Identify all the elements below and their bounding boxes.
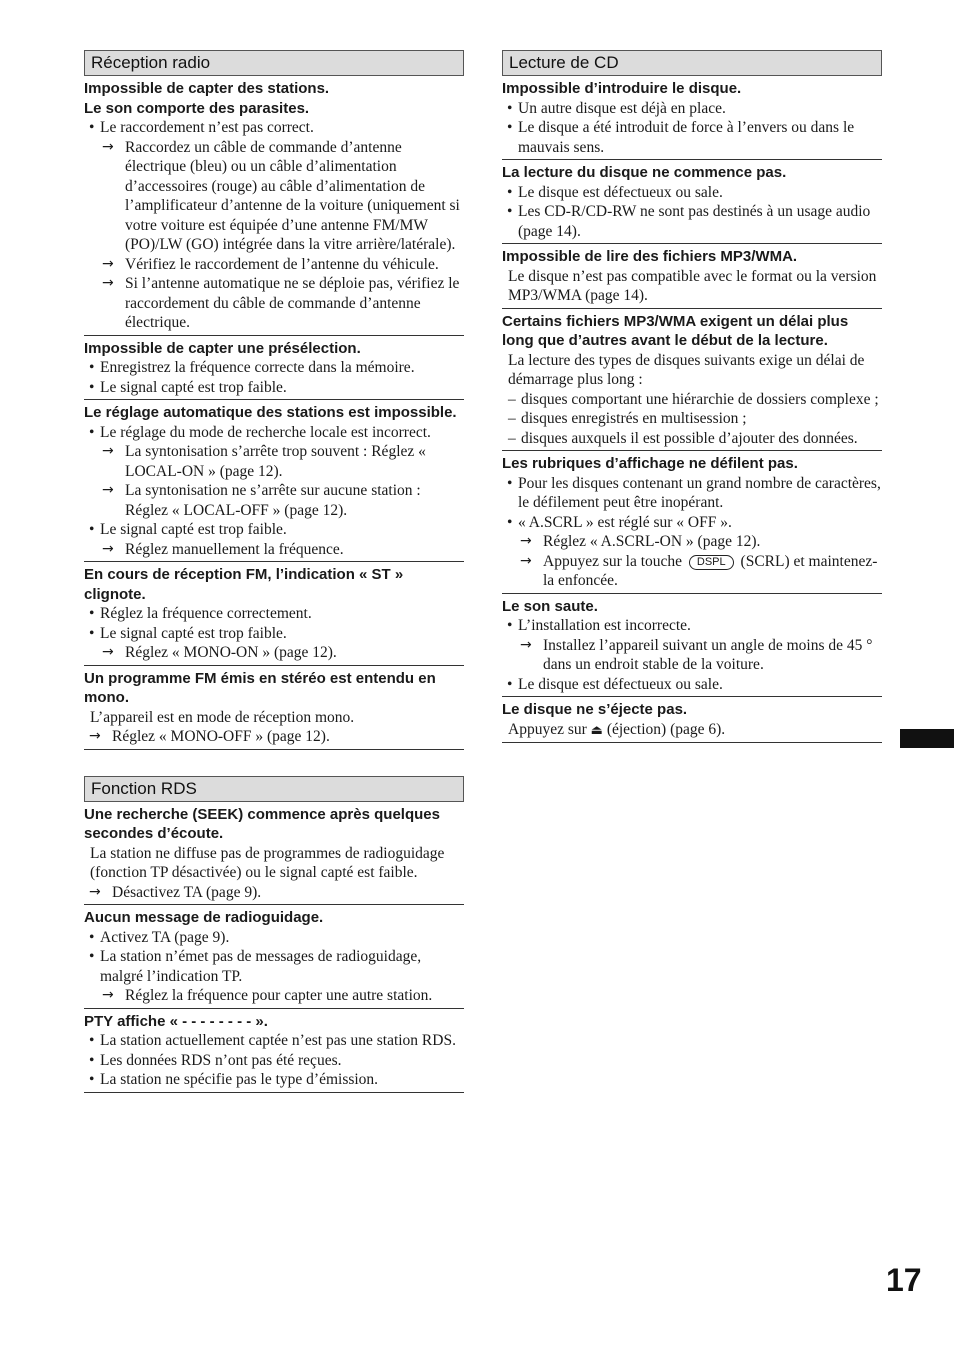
remedy-text-end: (SCRL) et maintenez-la enfoncée. — [543, 552, 878, 589]
eject-icon: ⏏ — [590, 722, 603, 738]
problem-heading: Aucun message de radioguidage. — [84, 909, 324, 926]
body-text: La lecture des types de disques suivants exige un délai de démarrage plus long : — [508, 351, 865, 388]
trouble-item — [502, 594, 882, 698]
dspl-key-icon: DSPL — [689, 555, 734, 570]
remedy-text: → La syntonisation ne s’arrête sur aucune station : Réglez « LOCAL-OFF » (page 12). — [84, 481, 464, 520]
problem-heading: Le son saute. — [502, 597, 598, 615]
bullet-text: • Les CD-R/CD-RW ne sont pas destinés à un usage audio (page 14). — [502, 202, 882, 241]
problem-heading: En cours de réception FM, l’indication « ST » clignote. — [84, 566, 404, 603]
remedy-text: → Réglez « MONO-ON » (page 12). — [84, 643, 464, 663]
trouble-item — [502, 309, 882, 452]
section-header-reception: Réception radio — [84, 50, 464, 76]
bullet-text: • Les données RDS n’ont pas été reçues. — [84, 1051, 464, 1071]
trouble-item — [84, 905, 464, 1009]
bullet-text: • Le signal capté est trop faible. — [84, 520, 464, 540]
trouble-item — [84, 562, 464, 666]
bullet-text: • L’installation est incorrecte. — [502, 616, 882, 636]
problem-heading: Certains fichiers MP3/WMA exigent un délai plus long que d’autres avant le début de la lecture. — [502, 312, 849, 349]
remedy-text: → Raccordez un câble de commande d’antenne électrique (bleu) ou un câble d’alimentation d’accessoires (rouge) au câble d’alimentation de l’amplificateur d’antenne de la voiture (uniquement si votre voiture est équipée d’une antenne FM/MW (PO)/LW (GO) intégrée dans la vitre arrière/latérale). — [84, 138, 464, 255]
remedy-text: → Réglez « MONO-OFF » (page 12). — [84, 727, 464, 747]
trouble-item — [502, 244, 882, 309]
bullet-text: • Le disque est défectueux ou sale. — [502, 183, 882, 203]
remedy-text: → Si l’antenne automatique ne se déploie pas, vérifiez le raccordement du câble de commande d’antenne électrique. — [84, 274, 464, 333]
section-header-cd: Lecture de CD — [502, 50, 882, 76]
body-text-end: (éjection) (page 6). — [606, 720, 726, 738]
body-text — [502, 720, 882, 741]
remedy-text: → Réglez « A.SCRL-ON » (page 12). — [502, 532, 882, 552]
trouble-item — [84, 802, 464, 906]
remedy-text: → La syntonisation s’arrête trop souvent : Réglez « LOCAL-ON » (page 12). — [84, 442, 464, 481]
trouble-item — [84, 76, 464, 336]
bullet-text: • Le signal capté est trop faible. — [84, 624, 464, 644]
bullet-text: • La station n’émet pas de messages de radioguidage, malgré l’indication TP. — [84, 947, 464, 986]
remedy-text: → Installez l’appareil suivant un angle de moins de 45 ° dans un endroit stable de la voiture. — [502, 636, 882, 675]
page-number: 17 — [886, 1262, 922, 1298]
problem-heading: Un programme FM émis en stéréo est entendu en mono. — [84, 669, 436, 706]
trouble-item — [502, 451, 882, 594]
trouble-item — [84, 1009, 464, 1093]
problem-heading: Les rubriques d’affichage ne défilent pas. — [502, 455, 798, 472]
bullet-text: • « A.SCRL » est réglé sur « OFF ». — [502, 513, 882, 533]
dash-text: – disques auxquels il est possible d’ajouter des données. — [502, 429, 882, 449]
problem-heading: Le réglage automatique des stations est impossible. — [84, 404, 457, 421]
problem-heading: PTY affiche « - - - - - - - - ». — [84, 1012, 268, 1030]
problem-heading: Impossible de capter des stations. Le son comporte des parasites. — [84, 80, 330, 117]
bullet-text: • Le signal capté est trop faible. — [84, 378, 464, 398]
chapter-tab-marker — [900, 729, 954, 748]
problem-heading: Impossible d’introduire le disque. — [502, 80, 742, 97]
section-spacer — [84, 750, 464, 776]
section-header-rds: Fonction RDS — [84, 776, 464, 802]
body-text: La station ne diffuse pas de programmes de radioguidage (fonction TP désactivée) ou le signal capté est faible. — [90, 844, 445, 881]
bullet-text: • Enregistrez la fréquence correcte dans la mémoire. — [84, 358, 464, 378]
trouble-item — [502, 697, 882, 743]
dash-text: – disques enregistrés en multisession ; — [502, 409, 882, 429]
bullet-text: • Activez TA (page 9). — [84, 928, 464, 948]
remedy-text: → Désactivez TA (page 9). — [84, 883, 464, 903]
remedy-text — [502, 552, 882, 591]
left-column — [84, 50, 464, 1093]
problem-heading: Le disque ne s’éjecte pas. — [502, 701, 688, 718]
bullet-text: • Le disque a été introduit de force à l’envers ou dans le mauvais sens. — [502, 118, 882, 157]
remedy-text-start: Appuyez sur la touche — [543, 552, 683, 570]
problem-heading: Impossible de capter une présélection. — [84, 339, 361, 357]
remedy-text: → Réglez manuellement la fréquence. — [84, 540, 464, 560]
trouble-item — [84, 400, 464, 562]
bullet-text: • Le disque est défectueux ou sale. — [502, 675, 882, 695]
right-column — [502, 50, 882, 743]
dash-text: – disques comportant une hiérarchie de dossiers complexe ; — [502, 390, 882, 410]
bullet-text: • Réglez la fréquence correctement. — [84, 604, 464, 624]
trouble-item — [84, 666, 464, 750]
body-text: Le disque n’est pas compatible avec le format ou la version MP3/WMA (page 14). — [508, 267, 877, 304]
remedy-text: → Vérifiez le raccordement de l’antenne du véhicule. — [84, 255, 464, 275]
bullet-text: • Le réglage du mode de recherche locale est incorrect. — [84, 423, 464, 443]
bullet-text: • La station actuellement captée n’est pas une station RDS. — [84, 1031, 464, 1051]
bullet-text: • Un autre disque est déjà en place. — [502, 99, 882, 119]
trouble-item — [502, 160, 882, 244]
bullet-text: • Le raccordement n’est pas correct. — [84, 118, 464, 138]
bullet-text: • La station ne spécifie pas le type d’émission. — [84, 1070, 464, 1090]
problem-heading: Une recherche (SEEK) commence après quelques secondes d’écoute. — [84, 805, 440, 842]
body-text: L’appareil est en mode de réception mono. — [90, 708, 355, 726]
body-text-start: Appuyez sur — [508, 720, 587, 738]
problem-heading: La lecture du disque ne commence pas. — [502, 164, 787, 181]
problem-heading: Impossible de lire des fichiers MP3/WMA. — [502, 248, 798, 265]
remedy-text: → Réglez la fréquence pour capter une autre station. — [84, 986, 464, 1006]
bullet-text: • Pour les disques contenant un grand nombre de caractères, le défilement peut être inopérant. — [502, 474, 882, 513]
trouble-item — [502, 76, 882, 160]
trouble-item — [84, 336, 464, 401]
